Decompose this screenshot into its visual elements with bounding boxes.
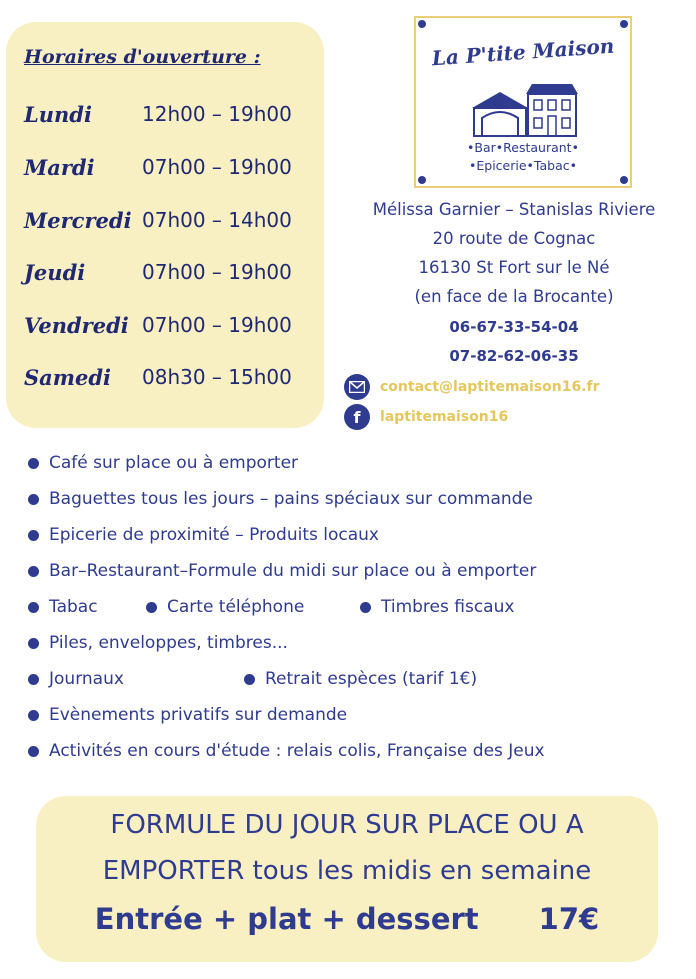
bullet-icon (28, 674, 39, 685)
bullet-icon (146, 602, 157, 613)
hours-title: Horaires d'ouverture : (24, 46, 261, 68)
list-item: Activités en cours d'étude : relais colis, Française des Jeux (28, 736, 545, 766)
hours-row-saturday (24, 357, 292, 397)
bullet-icon (28, 530, 39, 541)
list-item: Baguettes tous les jours – pains spéciaux sur commande (28, 484, 533, 514)
bullet-icon (28, 710, 39, 721)
menu-courses: Entrée + plat + dessert (94, 902, 479, 936)
hours-row-wednesday (24, 200, 292, 240)
menu-heading-line-1: FORMULE DU JOUR SUR PLACE OU A (110, 810, 584, 840)
corner-dot (620, 176, 628, 184)
house-icon (470, 80, 580, 138)
facebook-icon: f (344, 404, 370, 430)
list-item: Journaux Retrait espèces (tarif 1€) (28, 664, 688, 694)
email-contact[interactable] (344, 374, 600, 400)
bullet-icon (360, 602, 371, 613)
list-item: Evènements privatifs sur demande (28, 700, 347, 730)
menu-offer (36, 902, 658, 936)
time-range: 07h00 – 19h00 (142, 155, 292, 179)
corner-dot (620, 20, 628, 28)
bullet-icon (28, 458, 39, 469)
owners-names: Mélissa Garnier – Stanislas Riviere (372, 200, 656, 219)
logo (414, 16, 632, 188)
list-item: Epicerie de proximité – Produits locaux (28, 520, 379, 550)
bullet-icon (244, 674, 255, 685)
bullet-icon (28, 602, 39, 613)
address-street: 20 route de Cognac (432, 229, 596, 248)
hours-row-monday (24, 94, 292, 134)
day-label: Mardi (24, 154, 95, 180)
time-range: 12h00 – 19h00 (142, 102, 292, 126)
hours-row-tuesday (24, 147, 292, 187)
day-label: Lundi (24, 101, 92, 127)
list-item: Café sur place ou à emporter (28, 448, 298, 478)
facebook-contact[interactable] (344, 404, 508, 430)
address-landmark: (en face de la Brocante) (414, 287, 614, 306)
phone-number-1[interactable]: 06-67-33-54-04 (449, 318, 579, 336)
menu-heading-line-2: EMPORTER tous les midis en semaine (102, 856, 592, 886)
hours-row-thursday (24, 252, 292, 292)
corner-dot (418, 176, 426, 184)
list-item: Bar–Restaurant–Formule du midi sur place ou à emporter (28, 556, 536, 586)
day-label: Vendredi (24, 312, 129, 338)
logo-name: La P'tite Maison (431, 33, 615, 71)
bullet-icon (28, 566, 39, 577)
daily-menu-panel (36, 796, 658, 962)
time-range: 07h00 – 19h00 (142, 260, 292, 284)
time-range: 07h00 – 14h00 (142, 208, 292, 232)
email-icon (344, 374, 370, 400)
address-city: 16130 St Fort sur le Né (418, 258, 610, 277)
day-label: Mercredi (24, 207, 132, 233)
email-address[interactable]: contact@laptitemaison16.fr (380, 379, 600, 395)
facebook-handle[interactable]: laptitemaison16 (380, 409, 509, 425)
day-label: Jeudi (24, 259, 86, 285)
bullet-icon (28, 746, 39, 757)
corner-dot (418, 20, 426, 28)
time-range: 08h30 – 15h00 (142, 365, 292, 389)
day-label: Samedi (24, 364, 112, 390)
list-item: Piles, enveloppes, timbres... (28, 628, 288, 658)
hours-row-friday (24, 305, 292, 345)
phone-number-2[interactable]: 07-82-62-06-35 (449, 347, 579, 365)
logo-tagline-2: •Epicerie•Tabac• (469, 158, 577, 173)
logo-tagline-1: •Bar•Restaurant• (467, 140, 579, 155)
time-range: 07h00 – 19h00 (142, 313, 292, 337)
bullet-icon (28, 638, 39, 649)
list-item: Tabac Carte téléphone Timbres fiscaux (28, 592, 688, 622)
menu-price: 17€ (538, 902, 600, 936)
bullet-icon (28, 494, 39, 505)
